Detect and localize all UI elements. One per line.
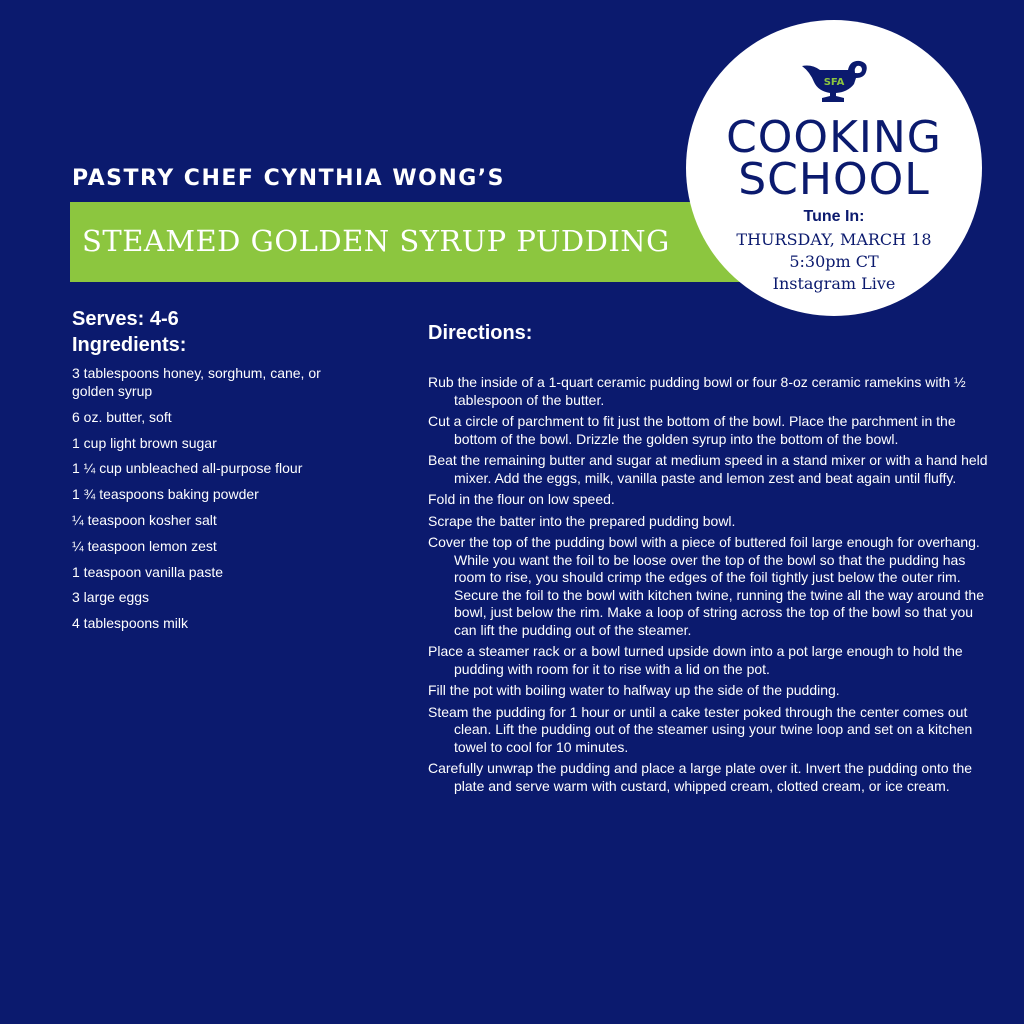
directions-list (428, 374, 988, 799)
event-date: THURSDAY, MARCH 18 (736, 230, 932, 249)
ingredient-item: ¼ teaspoon lemon zest (72, 537, 217, 554)
direction-step: Fold in the flour on low speed. (428, 491, 615, 507)
ingredient-item: 1 ¾ teaspoons baking powder (72, 486, 259, 503)
direction-step: Place a steamer rack or a bowl turned upside down into a pot large enough to hold the pudding with room for it to rise with a lid on the pot. (428, 643, 963, 677)
tune-in-label: Tune In: (803, 208, 865, 225)
direction-step: Rub the inside of a 1-quart ceramic pudding bowl or four 8-oz ceramic ramekins with ½ tablespoon of the butter. (428, 374, 966, 408)
direction-step: Fill the pot with boiling water to halfway up the side of the pudding. (428, 682, 840, 698)
direction-step: Cover the top of the pudding bowl with a piece of buttered foil large enough for overhang. While you want the foil to be loose over the top of the bowl so that the pudding has room to rise, you should crimp the edges of the foil tightly just below the outer rim. Secure the foil to the bowl with kitchen twine, running the twine all the way around the bowl, just below the rim. Make a loop of string across the top of the bowl so that you can lift the pudding out of the steamer. (428, 534, 984, 638)
direction-step: Carefully unwrap the pudding and place a large plate over it. Invert the pudding onto the plate and serve warm with custard, whipped cream, clotted cream, or ice cream. (428, 760, 973, 794)
ingredient-item: 3 tablespoons honey, sorghum, cane, or golden syrup (72, 365, 321, 399)
chef-byline: PASTRY CHEF CYNTHIA WONG’S (72, 166, 506, 191)
ingredients-column (72, 306, 352, 640)
event-platform: Instagram Live (772, 274, 896, 293)
serves-label: Serves: 4-6 (72, 308, 179, 330)
ingredient-item: ¼ teaspoon kosher salt (72, 511, 217, 528)
event-time: 5:30pm CT (789, 252, 879, 271)
direction-step: Steam the pudding for 1 hour or until a cake tester poked through the center comes out clean. Lift the pudding out of the steamer using your twine loop and set on a kitchen towel to cool for 10 minutes. (428, 703, 973, 755)
direction-step: Cut a circle of parchment to fit just the bottom of the bowl. Place the parchment in the bottom of the bowl. Drizzle the golden syrup into the bottom of the bowl. (428, 413, 956, 447)
direction-step: Beat the remaining butter and sugar at medium speed in a stand mixer or with a hand held mixer. Add the eggs, milk, vanilla paste and lemon zest and beat again until fluffy. (428, 452, 988, 486)
ingredient-item: 1 ¼ cup unbleached all-purpose flour (72, 460, 303, 477)
ingredient-item: 3 large eggs (72, 589, 150, 606)
ingredients-list (72, 364, 352, 632)
badge-title-line1: COOKING (726, 112, 942, 163)
ingredient-item: 6 oz. butter, soft (72, 408, 172, 425)
badge-title-line2: SCHOOL (738, 154, 930, 205)
direction-step: Scrape the batter into the prepared pudding bowl. (428, 512, 736, 529)
ingredient-item: 4 tablespoons milk (72, 615, 188, 632)
ingredient-item: 1 cup light brown sugar (72, 434, 217, 451)
cooking-school-badge (686, 20, 982, 316)
gravy-boat-logo-icon (800, 56, 870, 104)
ingredient-item: 1 teaspoon vanilla paste (72, 563, 223, 580)
recipe-title: STEAMED GOLDEN SYRUP PUDDING (82, 224, 670, 258)
directions-heading: Directions: (428, 322, 533, 344)
logo-text: SFA (823, 77, 845, 88)
ingredients-heading: Ingredients: (72, 334, 187, 356)
